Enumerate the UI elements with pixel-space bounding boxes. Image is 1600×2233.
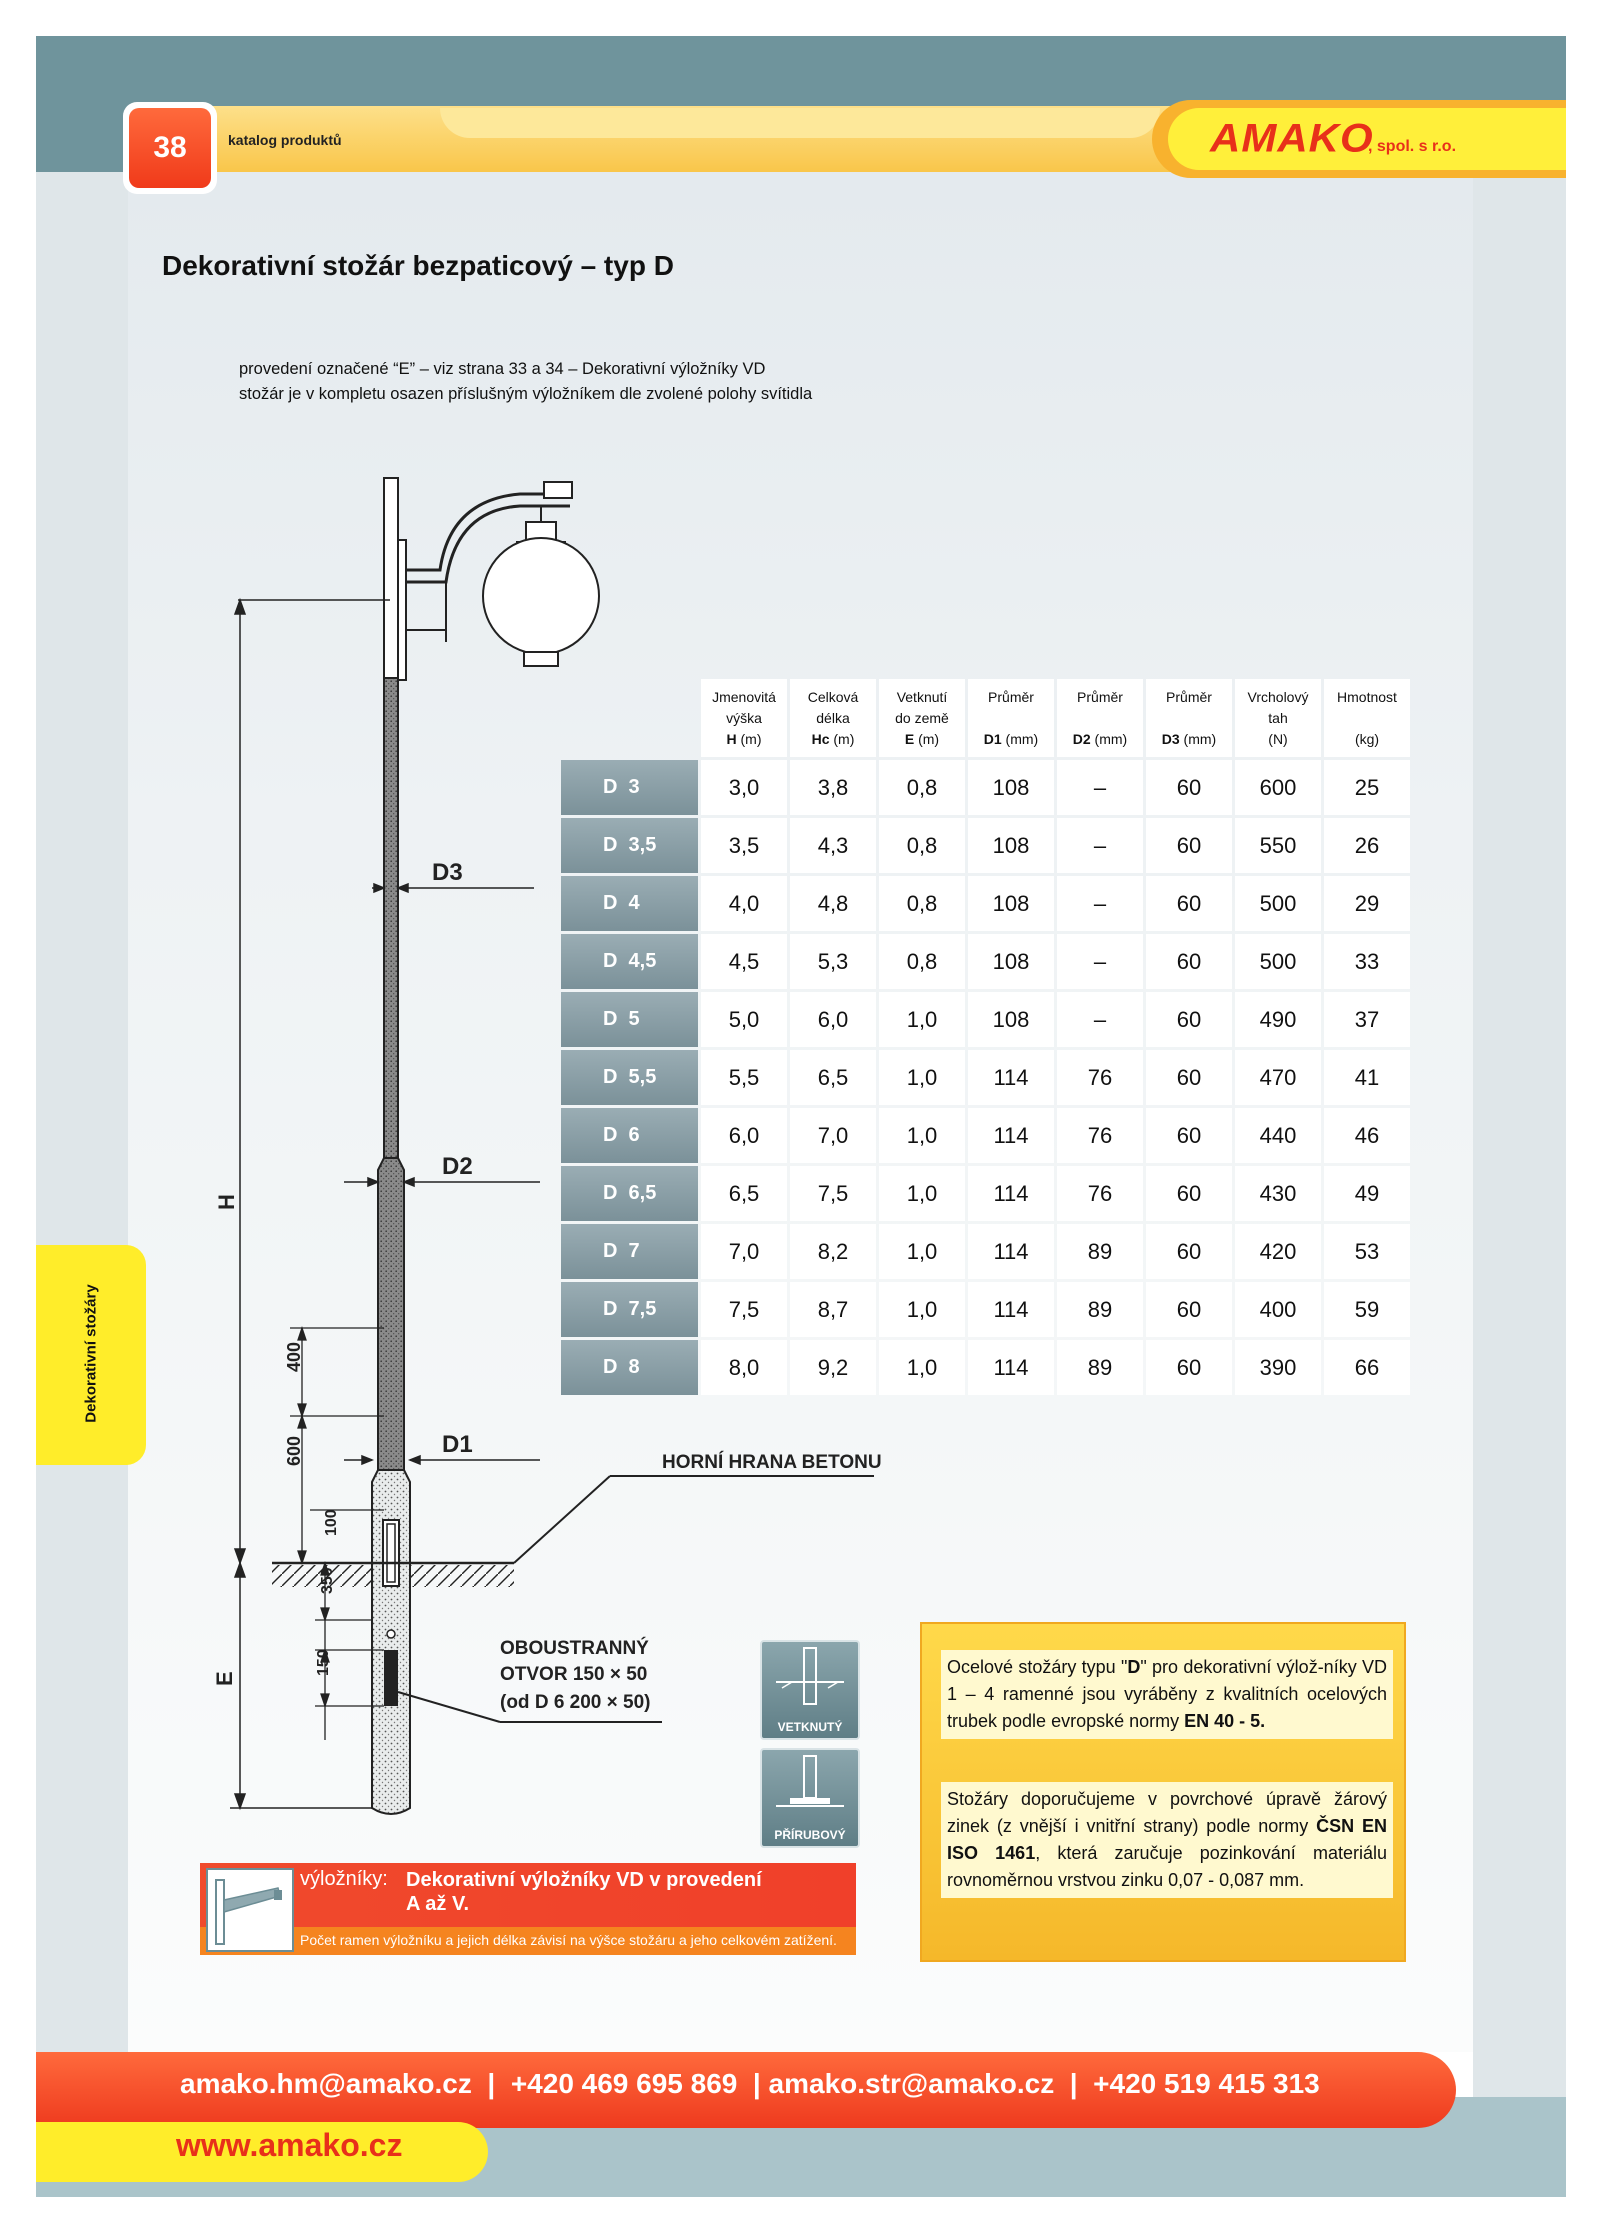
label-opening-3: (od D 6 200 × 50) <box>500 1692 651 1713</box>
company-logo-suffix: , spol. s r.o. <box>1368 138 1457 155</box>
info-text-bold: EN 40 - 5. <box>1184 1711 1266 1731</box>
label-400: 400 <box>284 1341 304 1372</box>
cell-d3: 60 <box>1146 818 1232 873</box>
col-header-line: Průměr <box>1077 688 1123 705</box>
cell-tah: 400 <box>1235 1282 1321 1337</box>
cell-kg: 29 <box>1324 876 1410 931</box>
arm-icon <box>206 1868 294 1952</box>
bracket-arm-icon <box>208 1870 292 1950</box>
table-header-row <box>561 679 1410 757</box>
cell-d2: 76 <box>1057 1166 1143 1221</box>
cell-d3: 60 <box>1146 1108 1232 1163</box>
page-title: Dekorativní stožár bezpaticový – typ D <box>162 250 674 281</box>
arm-value-line-2: A až V. <box>406 1893 469 1915</box>
cell-tah: 550 <box>1235 818 1321 873</box>
table-row <box>561 1224 1410 1279</box>
table-body <box>561 760 1410 1395</box>
cell-kg: 46 <box>1324 1108 1410 1163</box>
cell-h: 6,0 <box>701 1108 787 1163</box>
label-100: 100 <box>323 1509 340 1536</box>
cell-hc: 7,0 <box>790 1108 876 1163</box>
cell-d1: 114 <box>968 1340 1054 1395</box>
row-code: D 8 <box>561 1340 698 1395</box>
col-header-symbol: H <box>726 730 737 747</box>
cell-d1: 108 <box>968 934 1054 989</box>
col-header-unit: (m) <box>736 730 762 747</box>
table-row <box>561 934 1410 989</box>
col-header-line: Průměr <box>988 688 1034 705</box>
cell-kg: 66 <box>1324 1340 1410 1395</box>
label-h: H <box>214 1194 239 1210</box>
col-header-symbol: D2 <box>1072 730 1091 747</box>
mount-embedded-icon <box>760 1640 860 1740</box>
left-margin <box>36 172 128 2197</box>
table-row <box>561 1282 1410 1337</box>
col-header-h <box>701 679 787 757</box>
table-header-corner <box>561 679 698 757</box>
info-text: , která zaručuje pozinkování materiálu rovnoměrnou vrstvou zinku 0,07 - 0,087 mm. <box>947 1843 1387 1890</box>
cell-d3: 60 <box>1146 1166 1232 1221</box>
cell-d2: – <box>1057 934 1143 989</box>
cell-kg: 37 <box>1324 992 1410 1047</box>
col-header-d1 <box>968 679 1054 757</box>
service-opening <box>383 1520 399 1586</box>
col-header-line: délka <box>816 709 850 726</box>
cell-h: 5,5 <box>701 1050 787 1105</box>
label-opening-1: OBOUSTRANNÝ <box>500 1638 649 1659</box>
info-text: Ocelové stožáry typu " <box>947 1657 1128 1677</box>
cell-d3: 60 <box>1146 934 1232 989</box>
cell-h: 6,5 <box>701 1166 787 1221</box>
col-header-line: do země <box>895 709 949 726</box>
info-text-bold: D <box>1127 1657 1141 1677</box>
cell-d2: – <box>1057 876 1143 931</box>
cell-d1: 108 <box>968 992 1054 1047</box>
earthing-hole <box>387 1630 395 1638</box>
company-logo: AMAKO <box>1210 115 1374 160</box>
cell-hc: 3,8 <box>790 760 876 815</box>
info-paragraph-1 <box>941 1650 1393 1739</box>
cell-d3: 60 <box>1146 1050 1232 1105</box>
embedded-pole-icon <box>762 1642 858 1712</box>
cell-kg: 26 <box>1324 818 1410 873</box>
intro-line-2: stožár je v kompletu osazen příslušným výložníkem dle zvolené polohy svítidla <box>239 385 813 403</box>
cell-d2: 89 <box>1057 1282 1143 1337</box>
mount-embedded-label: VETKNUTÝ <box>777 1720 843 1734</box>
info-text-bold: ČSN EN ISO 1461 <box>947 1816 1387 1863</box>
row-code: D 7 <box>561 1224 698 1279</box>
cell-kg: 33 <box>1324 934 1410 989</box>
cell-tah: 390 <box>1235 1340 1321 1395</box>
table-row <box>561 1050 1410 1105</box>
cell-hc: 9,2 <box>790 1340 876 1395</box>
label-350: 350 <box>319 1567 336 1594</box>
cell-hc: 4,8 <box>790 876 876 931</box>
row-code: D 6,5 <box>561 1166 698 1221</box>
cell-e: 1,0 <box>879 1224 965 1279</box>
cell-d3: 60 <box>1146 760 1232 815</box>
label-d2: D2 <box>442 1153 473 1180</box>
pole-middle-segment <box>378 1158 404 1470</box>
cell-hc: 5,3 <box>790 934 876 989</box>
cell-d2: 89 <box>1057 1340 1143 1395</box>
info-paragraph-2 <box>941 1782 1393 1898</box>
cell-e: 1,0 <box>879 1166 965 1221</box>
label-150: 150 <box>315 1649 332 1676</box>
col-header-line: Vetknutí <box>896 688 948 705</box>
cell-d1: 108 <box>968 818 1054 873</box>
cell-h: 7,0 <box>701 1224 787 1279</box>
arm-label: výložníky: <box>300 1868 388 1890</box>
cell-h: 3,5 <box>701 818 787 873</box>
label-d1: D1 <box>442 1431 473 1458</box>
col-header-d3 <box>1146 679 1232 757</box>
pole-top-segment <box>384 678 398 1158</box>
cell-kg: 49 <box>1324 1166 1410 1221</box>
cell-e: 1,0 <box>879 992 965 1047</box>
col-header-d2 <box>1057 679 1143 757</box>
cell-d3: 60 <box>1146 1282 1232 1337</box>
intro-line-1: provedení označené “E” – viz strana 33 a 34 – Dekorativní výložníky VD <box>239 360 766 378</box>
cell-tah: 500 <box>1235 876 1321 931</box>
cell-d3: 60 <box>1146 1340 1232 1395</box>
col-header-line: Celková <box>807 688 859 705</box>
cell-h: 4,5 <box>701 934 787 989</box>
col-header-unit: (N) <box>1268 730 1288 747</box>
sidebar-tab-label: Dekorativní stožáry <box>82 1284 100 1423</box>
info-box <box>920 1622 1406 1962</box>
cell-kg: 25 <box>1324 760 1410 815</box>
cell-hc: 6,5 <box>790 1050 876 1105</box>
row-code: D 4 <box>561 876 698 931</box>
header-bar-highlight <box>440 108 1160 138</box>
cell-e: 1,0 <box>879 1340 965 1395</box>
cell-kg: 53 <box>1324 1224 1410 1279</box>
arm-note: Počet ramen výložníku a jejich délka závisí na výšce stožáru a jeho celkovém zatížení. <box>300 1932 837 1948</box>
cell-d1: 114 <box>968 1224 1054 1279</box>
cell-h: 5,0 <box>701 992 787 1047</box>
cell-d3: 60 <box>1146 1224 1232 1279</box>
col-header-line: Průměr <box>1166 688 1212 705</box>
cell-d2: 76 <box>1057 1108 1143 1163</box>
table-row <box>561 876 1410 931</box>
catalog-label: katalog produktů <box>228 132 342 148</box>
cell-e: 0,8 <box>879 818 965 873</box>
row-code: D 4,5 <box>561 934 698 989</box>
cell-d1: 114 <box>968 1108 1054 1163</box>
cell-h: 3,0 <box>701 760 787 815</box>
cell-e: 0,8 <box>879 876 965 931</box>
col-header-kg <box>1324 679 1410 757</box>
cell-d1: 114 <box>968 1282 1054 1337</box>
col-header-unit: (mm) <box>1090 730 1128 747</box>
table-row <box>561 992 1410 1047</box>
cell-hc: 4,3 <box>790 818 876 873</box>
cell-tah: 430 <box>1235 1166 1321 1221</box>
cell-d1: 108 <box>968 760 1054 815</box>
col-header-line: Jmenovitá <box>712 688 776 705</box>
info-text: Stožáry doporučujeme v povrchové úpravě žárový zinek (z vnější i vnitřní strany) podle normy <box>947 1789 1387 1836</box>
col-header-tah <box>1235 679 1321 757</box>
label-e: E <box>212 1671 237 1686</box>
cell-d1: 114 <box>968 1050 1054 1105</box>
cell-e: 0,8 <box>879 760 965 815</box>
cell-d2: – <box>1057 760 1143 815</box>
cell-h: 8,0 <box>701 1340 787 1395</box>
col-header-unit: (m) <box>914 730 940 747</box>
col-header-unit: (kg) <box>1354 730 1380 747</box>
cell-tah: 490 <box>1235 992 1321 1047</box>
row-code: D 3 <box>561 760 698 815</box>
cell-tah: 500 <box>1235 934 1321 989</box>
cell-d3: 60 <box>1146 876 1232 931</box>
col-header-unit: (mm) <box>1001 730 1039 747</box>
concrete-leader <box>514 1476 874 1563</box>
cell-hc: 6,0 <box>790 992 876 1047</box>
cell-e: 1,0 <box>879 1282 965 1337</box>
mount-flanged-icon <box>760 1748 860 1848</box>
cell-h: 7,5 <box>701 1282 787 1337</box>
cell-d1: 108 <box>968 876 1054 931</box>
col-header-unit: (mm) <box>1179 730 1217 747</box>
cell-d1: 114 <box>968 1166 1054 1221</box>
cable-opening <box>384 1650 398 1706</box>
row-code: D 5 <box>561 992 698 1047</box>
table-row <box>561 760 1410 815</box>
footer-contacts[interactable]: amako.hm@amako.cz | +420 469 695 869 | amako.str@amako.cz | +420 519 415 313 <box>180 2068 1320 2099</box>
label-d3: D3 <box>432 859 463 886</box>
col-header-symbol: D3 <box>1161 730 1180 747</box>
arm-value-line-1: Dekorativní výložníky VD v provedení <box>406 1869 762 1891</box>
col-header-symbol: E <box>904 730 915 747</box>
table-row <box>561 1166 1410 1221</box>
col-header-line: výška <box>726 709 762 726</box>
mount-flanged-label: PŘÍRUBOVÝ <box>774 1828 846 1842</box>
label-600: 600 <box>284 1435 304 1466</box>
arm-value <box>406 1868 846 1916</box>
col-header-line: tah <box>1268 709 1288 726</box>
col-header-line: Hmotnost <box>1337 688 1397 705</box>
info-text: " pro dekorativní výlož-níky VD 1 – 4 ramenné jsou vyráběny z kvalitních ocelových trubek podle evropské normy <box>947 1657 1387 1731</box>
row-code: D 3,5 <box>561 818 698 873</box>
arm-bracket <box>384 478 599 680</box>
cell-e: 0,8 <box>879 934 965 989</box>
cell-d2: – <box>1057 818 1143 873</box>
cell-d2: – <box>1057 992 1143 1047</box>
dimension-h <box>235 600 245 1563</box>
right-margin <box>1473 172 1566 2097</box>
page-number: 38 <box>129 108 211 188</box>
cell-tah: 440 <box>1235 1108 1321 1163</box>
cell-e: 1,0 <box>879 1050 965 1105</box>
cell-hc: 8,2 <box>790 1224 876 1279</box>
spec-table <box>558 676 1413 1398</box>
col-header-unit: (m) <box>829 730 855 747</box>
cell-hc: 7,5 <box>790 1166 876 1221</box>
table-row <box>561 818 1410 873</box>
col-header-symbol: D1 <box>983 730 1002 747</box>
cell-tah: 600 <box>1235 760 1321 815</box>
cell-tah: 470 <box>1235 1050 1321 1105</box>
col-header-e <box>879 679 965 757</box>
cell-tah: 420 <box>1235 1224 1321 1279</box>
table-row <box>561 1108 1410 1163</box>
label-opening-2: OTVOR 150 × 50 <box>500 1664 648 1685</box>
row-code: D 7,5 <box>561 1282 698 1337</box>
cell-d2: 89 <box>1057 1224 1143 1279</box>
col-header-hc <box>790 679 876 757</box>
cell-d3: 60 <box>1146 992 1232 1047</box>
cell-kg: 41 <box>1324 1050 1410 1105</box>
cell-e: 1,0 <box>879 1108 965 1163</box>
cell-hc: 8,7 <box>790 1282 876 1337</box>
table-row <box>561 1340 1410 1395</box>
cell-d2: 76 <box>1057 1050 1143 1105</box>
footer-website-link[interactable]: www.amako.cz <box>176 2127 403 2163</box>
cell-h: 4,0 <box>701 876 787 931</box>
cell-kg: 59 <box>1324 1282 1410 1337</box>
flanged-pole-icon <box>762 1750 858 1820</box>
row-code: D 5,5 <box>561 1050 698 1105</box>
col-header-symbol: Hc <box>811 730 830 747</box>
row-code: D 6 <box>561 1108 698 1163</box>
label-concrete-edge: HORNÍ HRANA BETONU <box>662 1452 882 1473</box>
dimension-e <box>230 1563 372 1808</box>
col-header-line: Vrcholový <box>1247 688 1309 705</box>
sidebar-tab-label-wrap <box>28 1245 154 1465</box>
ground-hatch-right <box>410 1565 514 1587</box>
